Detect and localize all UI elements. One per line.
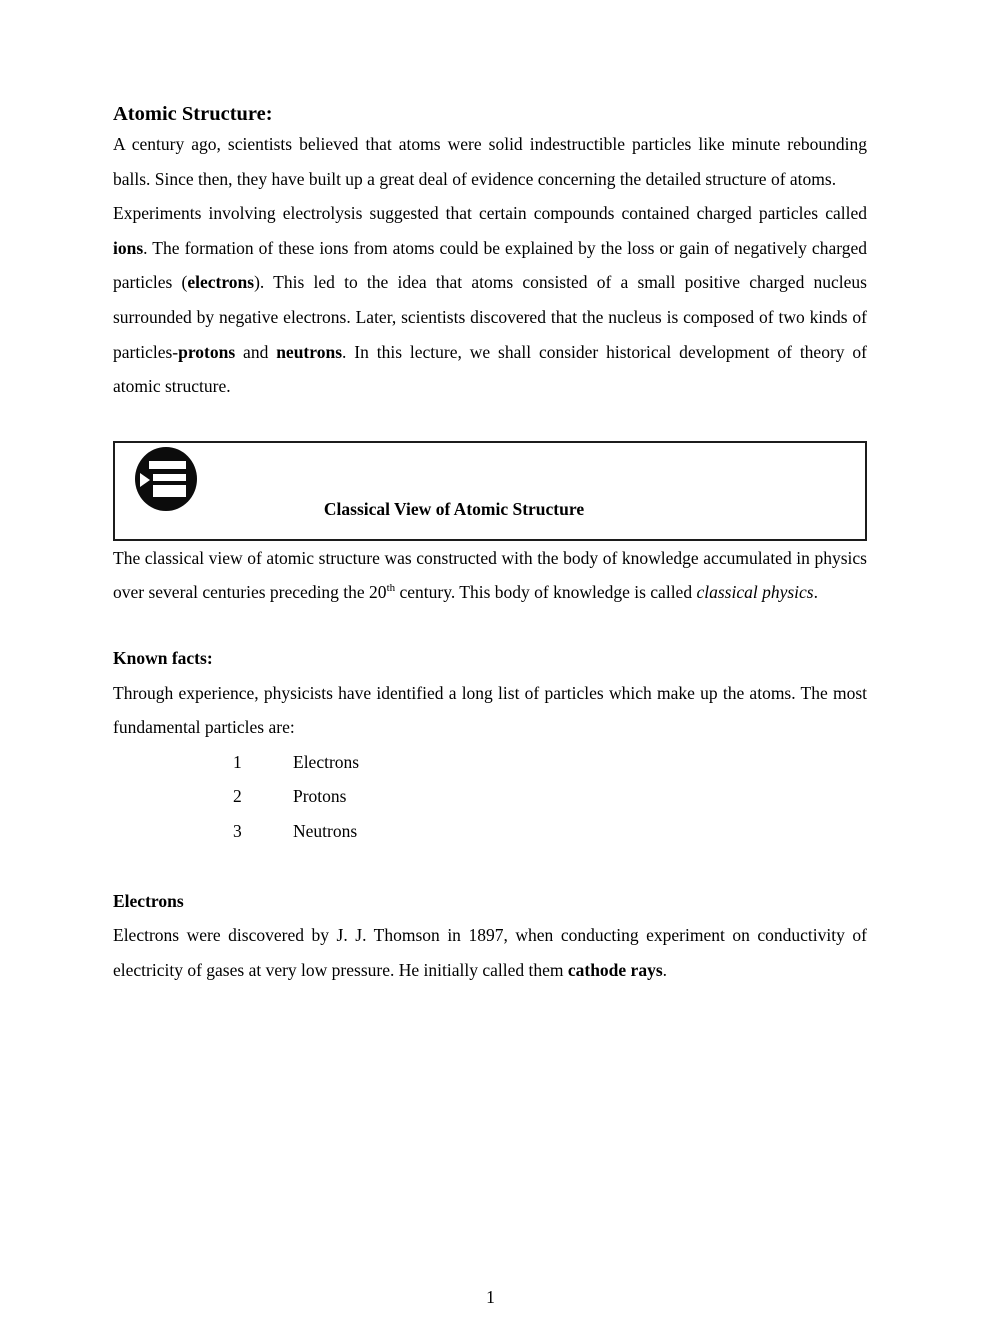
ions-paragraph xyxy=(113,196,867,404)
list-item-number: 2 xyxy=(233,786,242,807)
bold-term-electrons: electrons xyxy=(187,272,255,293)
text-run: ). This led to the idea that atoms consisted of a small positive charged nucleus surrounded by negative electrons. Later, scientists discovered that the nucleus is composed of two kinds of particles- xyxy=(113,272,867,362)
bold-term-cathode-rays: cathode rays xyxy=(567,959,663,980)
text-run: . xyxy=(813,582,818,603)
text-run: . In this lecture, we shall consider historical development of theory of atomic structure. xyxy=(113,341,867,397)
section-callout-box xyxy=(113,441,867,541)
document-title: Atomic Structure: xyxy=(113,103,273,125)
list-item-number: 3 xyxy=(233,820,242,841)
italic-term-classical-physics: classical physics xyxy=(696,582,814,603)
bold-term-neutrons: neutrons xyxy=(276,341,343,362)
electrons-paragraph xyxy=(113,918,867,987)
list-item xyxy=(113,779,867,814)
known-facts-heading: Known facts: xyxy=(113,647,213,668)
text-run: Experiments involving electrolysis suggested that certain compounds contained charged particles called xyxy=(113,203,867,224)
list-item-number: 1 xyxy=(233,751,242,772)
known-facts-intro: Through experience, physicists have identified a long list of particles which make up the atoms. The most fundamental particles are: xyxy=(113,682,867,738)
intro-paragraph: A century ago, scientists believed that atoms were solid indestructible particles like minute rebounding balls. Since then, they have built up a great deal of evidence concerning the detailed structure of atoms. xyxy=(113,134,867,189)
document-content xyxy=(113,0,867,987)
text-run: Electrons were discovered by J. J. Thomson in 1897, when conducting experiment on conductivity of electricity of gases at very low pressure. He initially called them xyxy=(113,925,867,980)
text-run: century. This body of knowledge is called xyxy=(395,582,697,603)
text-run: The classical view of atomic structure was constructed with the body of knowledge accumulated in physics over several centuries preceding the 20 xyxy=(113,547,867,603)
list-item-label: Neutrons xyxy=(293,820,358,841)
text-run: . xyxy=(662,959,667,980)
electrons-heading: Electrons xyxy=(113,890,184,911)
text-run: . The formation of these ions from atoms could be explained by the loss or gain of negatively charged particles ( xyxy=(113,237,867,293)
text-run: and xyxy=(235,341,277,362)
bold-term-ions: ions xyxy=(113,237,144,258)
bold-term-protons: protons xyxy=(178,341,236,362)
superscript-th: th xyxy=(386,582,396,595)
list-item-label: Electrons xyxy=(293,751,360,772)
list-item xyxy=(113,814,867,849)
classical-paragraph xyxy=(113,541,867,610)
list-item-label: Protons xyxy=(293,786,347,807)
section-title: Classical View of Atomic Structure xyxy=(323,498,585,519)
particles-list xyxy=(113,745,867,849)
page-number: 1 xyxy=(486,1287,495,1307)
list-item xyxy=(113,745,867,780)
